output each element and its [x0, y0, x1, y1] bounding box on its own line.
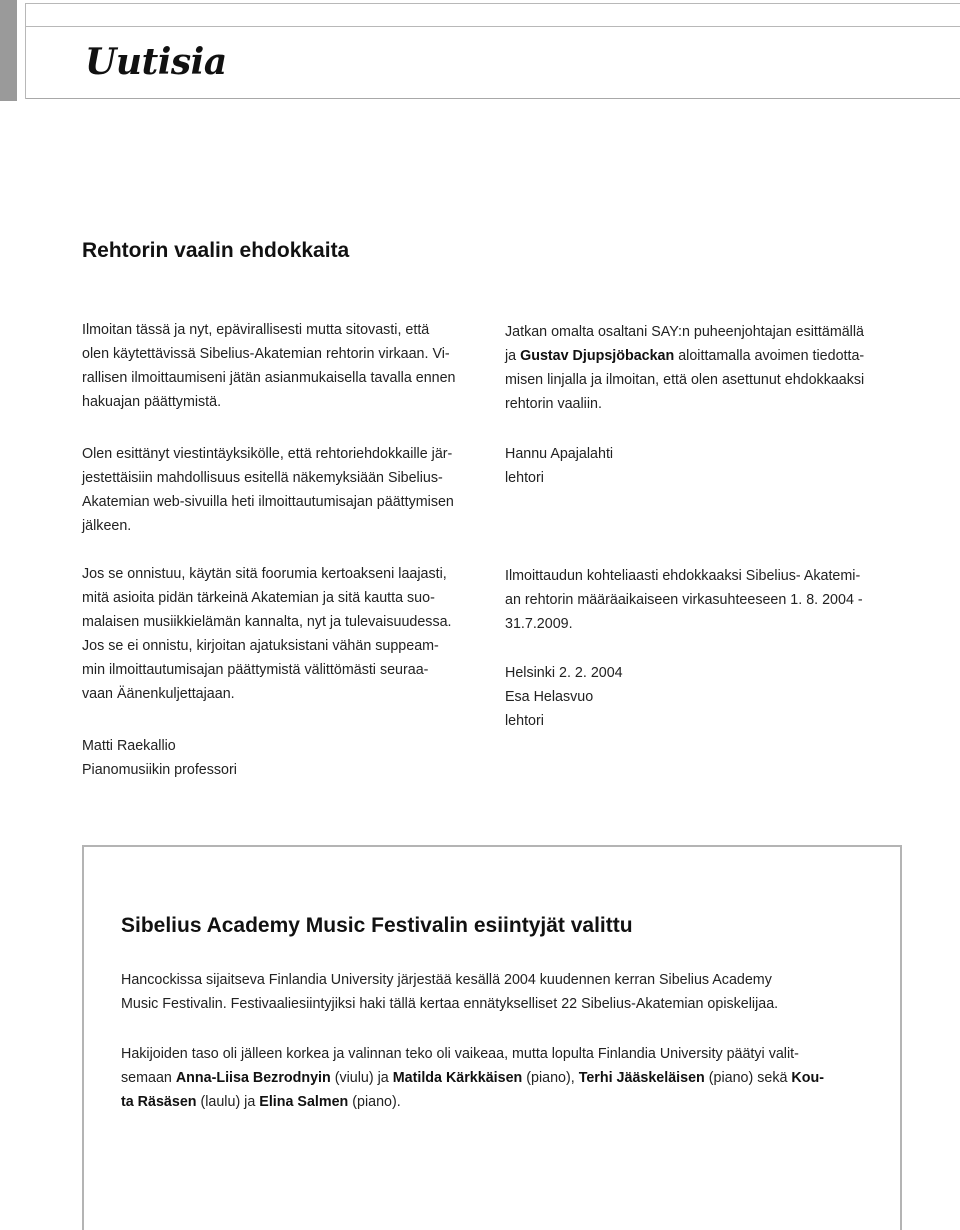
paragraph-festival-1: [121, 968, 866, 1016]
signature-role: lehtori: [505, 470, 544, 486]
text-line: rallisen ilmoittaumiseni jätän asianmukaisella tavalla ennen: [82, 370, 456, 386]
person-name: Terhi Jääskeläisen: [578, 1070, 705, 1086]
text-line: jälkeen.: [82, 518, 132, 534]
text-line: rehtorin vaaliin.: [505, 396, 602, 412]
text-line: vaan Äänenkuljettajaan.: [82, 686, 235, 702]
text-line: Music Festivalin. Festivaaliesiintyjiksi haki tällä kertaa ennätykselliset 22 Sibelius-Akatemian opiskelijaa.: [121, 996, 779, 1012]
header-accent-bar: [0, 0, 17, 101]
signature-raekallio: [82, 734, 487, 782]
person-name: Gustav Djupsjöbackan: [520, 348, 675, 364]
text-line: Hakijoiden taso oli jälleen korkea ja valinnan teko oli vaikeaa, mutta lopulta Finlandia University päätyi valit-: [121, 1046, 799, 1062]
text-line: malaisen musiikkielämän kannalta, nyt ja tulevaisuudessa.: [82, 614, 452, 630]
text-line: Ilmoittaudun kohteliaasti ehdokkaaksi Sibelius- Akatemi-: [505, 568, 861, 584]
paragraph-festival-2: [121, 1042, 866, 1114]
text-line: [121, 1066, 866, 1090]
header-rule-top: [25, 3, 960, 4]
header-rule-bottom: [25, 98, 960, 99]
text-line: olen käytettävissä Sibelius-Akatemian rehtorin virkaan. Vi-: [82, 346, 450, 362]
text-line: Hancockissa sijaitseva Finlandia University järjestää kesällä 2004 kuudennen kerran Sibelius Academy: [121, 972, 772, 988]
signature-place-date: Helsinki 2. 2. 2004: [505, 665, 623, 681]
page-title: Uutisia: [85, 41, 227, 83]
header-rule-vertical: [25, 3, 26, 99]
paragraph-raekallio-2: [82, 442, 487, 538]
text-line: [505, 344, 903, 368]
text-fragment: semaan: [121, 1070, 176, 1086]
article-heading-rector-election: Rehtorin vaalin ehdokkaita: [82, 239, 350, 262]
article-heading-festival: Sibelius Academy Music Festivalin esiintyjät valittu: [121, 914, 633, 937]
text-fragment: (laulu) ja: [196, 1094, 260, 1110]
text-line: Jos se onnistuu, käytän sitä foorumia kertoakseni laajasti,: [82, 566, 447, 582]
festival-article-box: [82, 845, 902, 1230]
text-line: Jos se ei onnistu, kirjoitan ajatuksistani vähän suppeam-: [82, 638, 439, 654]
text-fragment: ja: [505, 348, 521, 364]
signature-role: Pianomusiikin professori: [82, 762, 237, 778]
text-fragment: (piano) sekä: [704, 1070, 792, 1086]
paragraph-apajalahti: [505, 320, 903, 416]
text-line: Akatemian web-sivuilla heti ilmoittautumisajan päättymisen: [82, 494, 454, 510]
text-line: mitä asioita pidän tärkeinä Akatemian ja sitä kautta suo-: [82, 590, 435, 606]
signature-helasvuo: [505, 661, 903, 733]
text-line: hakuajan päättymistä.: [82, 394, 222, 410]
person-name: Anna-Liisa Bezrodnyin: [175, 1070, 331, 1086]
text-line: 31.7.2009.: [505, 616, 573, 632]
text-line: misen linjalla ja ilmoitan, että olen asettunut ehdokkaaksi: [505, 372, 865, 388]
header-rule-middle: [25, 26, 960, 27]
signature-name: Hannu Apajalahti: [505, 446, 614, 462]
text-line: Jatkan omalta osaltani SAY:n puheenjohtajan esittämällä: [505, 324, 864, 340]
text-line: [121, 1090, 866, 1114]
text-line: jestettäisiin mahdollisuus esitellä näkemyksiään Sibelius-: [82, 470, 443, 486]
paragraph-raekallio-1: [82, 318, 487, 414]
text-fragment: (piano),: [522, 1070, 579, 1086]
paragraph-raekallio-3: [82, 562, 487, 706]
person-name: Elina Salmen: [259, 1094, 349, 1110]
signature-apajalahti: [505, 442, 903, 490]
paragraph-helasvuo: [505, 564, 903, 636]
signature-name: Esa Helasvuo: [505, 689, 594, 705]
text-fragment: aloittamalla avoimen tiedotta-: [674, 348, 865, 364]
text-line: Ilmoitan tässä ja nyt, epävirallisesti mutta sitovasti, että: [82, 322, 430, 338]
text-line: an rehtorin määräaikaiseen virkasuhteeseen 1. 8. 2004 -: [505, 592, 863, 608]
text-line: Olen esittänyt viestintäyksikölle, että rehtoriehdokkaille jär-: [82, 446, 453, 462]
signature-name: Matti Raekallio: [82, 738, 176, 754]
text-fragment: (piano).: [348, 1094, 401, 1110]
person-name: Matilda Kärkkäisen: [392, 1070, 523, 1086]
text-fragment: (viulu) ja: [330, 1070, 393, 1086]
person-name: Kou-: [791, 1070, 824, 1086]
text-line: min ilmoittautumisajan päättymistä välittömästi seuraa-: [82, 662, 429, 678]
signature-role: lehtori: [505, 713, 544, 729]
person-name: ta Räsäsen: [121, 1094, 197, 1110]
